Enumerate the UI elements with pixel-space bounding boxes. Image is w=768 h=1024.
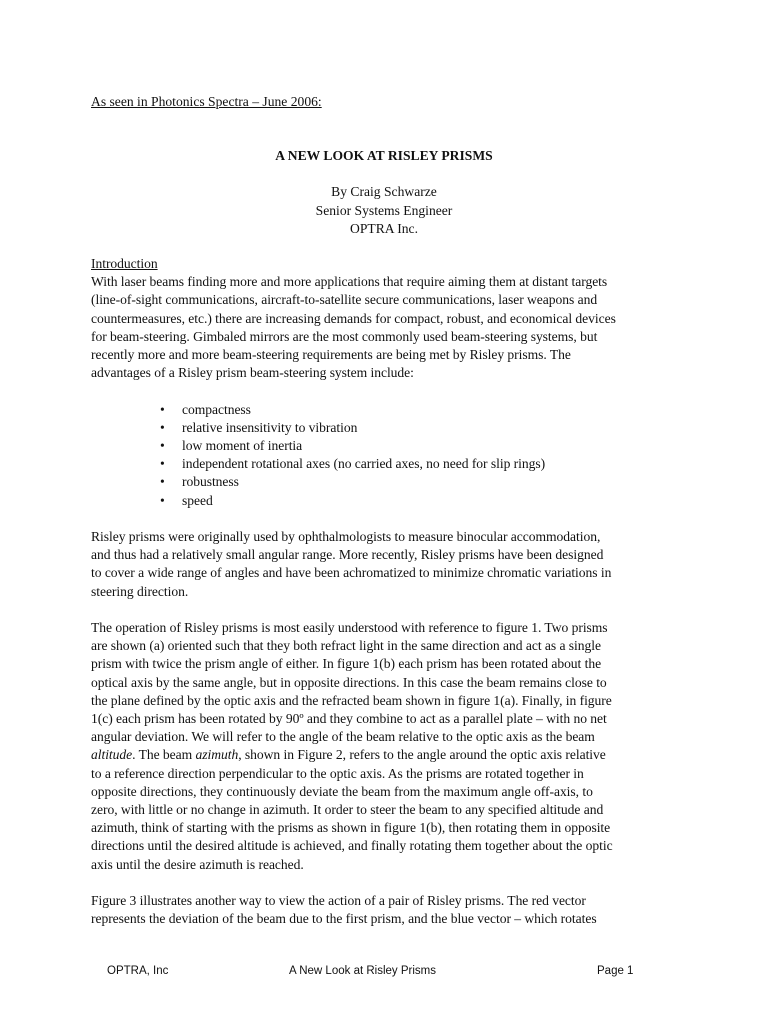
paragraph-intro bbox=[91, 273, 691, 382]
paragraph-history bbox=[91, 528, 691, 601]
bullet-icon: • bbox=[160, 401, 165, 417]
list-item bbox=[160, 492, 691, 510]
list-item bbox=[160, 419, 691, 437]
term-altitude: altitude bbox=[91, 747, 133, 763]
text-line: Risley prisms were originally used by ophthalmologists to measure binocular accommodation, bbox=[91, 529, 601, 545]
list-item-text: relative insensitivity to vibration bbox=[182, 419, 358, 435]
term-azimuth: azimuth bbox=[195, 747, 239, 763]
list-item bbox=[160, 401, 691, 419]
text-fragment: . The beam bbox=[132, 747, 196, 763]
text-line: to cover a wide range of angles and have been achromatized to minimize chromatic variations in bbox=[91, 565, 612, 581]
article-body bbox=[91, 255, 691, 928]
text-line: The operation of Risley prisms is most easily understood with reference to figure 1. Two prisms bbox=[91, 620, 608, 636]
text-line: are shown (a) oriented such that they both refract light in the same direction and act as a single bbox=[91, 638, 601, 654]
text-line: angular deviation. We will refer to the angle of the beam relative to the optic axis as the beam bbox=[91, 729, 595, 745]
text-line: (line-of-sight communications, aircraft-to-satellite secure communications, laser weapons and bbox=[91, 292, 598, 308]
text-fragment: , shown in Figure 2, refers to the angle around the optic axis relative bbox=[238, 747, 606, 763]
text-line: Figure 3 illustrates another way to view the action of a pair of Risley prisms. The red vector bbox=[91, 893, 586, 908]
paragraph-gap bbox=[91, 601, 691, 619]
text-line: steering direction. bbox=[91, 583, 189, 599]
author-company: OPTRA Inc. bbox=[350, 221, 418, 236]
text-line: azimuth, think of starting with the prisms as shown in figure 1(b), then rotating them in opposite bbox=[91, 820, 611, 836]
text-line: 1(c) each prism has been rotated by 90º and they combine to act as a parallel plate – with no net bbox=[91, 711, 607, 727]
text-line: prism with twice the prism angle of either. In figure 1(b) each prism has been rotated about the bbox=[91, 656, 602, 672]
paragraph-gap bbox=[91, 874, 691, 892]
text-line: optical axis by the same angle, but in opposite directions. In this case the beam remains close to bbox=[91, 674, 607, 690]
author-role: Senior Systems Engineer bbox=[315, 202, 453, 218]
paragraph-figure3 bbox=[91, 892, 691, 928]
text-line bbox=[91, 746, 691, 764]
text-line: axis until the desire azimuth is reached. bbox=[91, 856, 304, 872]
bullet-icon: • bbox=[160, 437, 165, 453]
text-line: zero, with little or no change in azimuth. It order to steer the beam to any specified altitude and bbox=[91, 801, 604, 817]
text-line: With laser beams finding more and more applications that require aiming them at distant targets bbox=[91, 274, 608, 290]
bullet-icon: • bbox=[160, 492, 165, 508]
text-line: advantages of a Risley prism beam-steering system include: bbox=[91, 365, 414, 381]
section-heading-introduction: Introduction bbox=[91, 256, 158, 271]
author-name: By Craig Schwarze bbox=[331, 184, 437, 199]
advantages-list bbox=[91, 401, 691, 510]
list-item-text: compactness bbox=[182, 401, 251, 417]
paragraph-gap bbox=[91, 510, 691, 528]
bullet-icon: • bbox=[160, 474, 165, 490]
publication-note: As seen in Photonics Spectra – June 2006: bbox=[91, 94, 322, 109]
footer-title: A New Look at Risley Prisms bbox=[289, 965, 436, 977]
paragraph-operation bbox=[91, 619, 691, 874]
bullet-icon: • bbox=[160, 456, 165, 472]
text-line: to a reference direction perpendicular to the optic axis. As the prisms are rotated together in bbox=[91, 765, 584, 781]
paragraph-gap bbox=[91, 382, 691, 400]
text-line: and thus had a relatively small angular range. More recently, Risley prisms have been designed bbox=[91, 547, 604, 563]
byline bbox=[0, 183, 768, 239]
text-line: opposite directions, they continuously deviate the beam from the maximum angle off-axis, to bbox=[91, 783, 593, 799]
footer-page-number: Page 1 bbox=[597, 965, 634, 977]
text-line: directions until the desired altitude is achieved, and finally rotating them together about the optic bbox=[91, 838, 613, 854]
footer-company: OPTRA, Inc bbox=[107, 965, 169, 977]
list-item-text: independent rotational axes (no carried axes, no need for slip rings) bbox=[182, 456, 546, 472]
bullet-icon: • bbox=[160, 419, 165, 435]
text-line: countermeasures, etc.) there are increasing demands for compact, robust, and economical devices bbox=[91, 310, 616, 326]
text-line: the plane defined by the optic axis and the refracted beam shown in figure 1(a). Finally, in figure bbox=[91, 692, 612, 708]
list-item-text: speed bbox=[182, 492, 213, 508]
text-line: for beam-steering. Gimbaled mirrors are the most commonly used beam-steering systems, but bbox=[91, 328, 598, 344]
text-line: represents the deviation of the beam due to the first prism, and the blue vector – which rotates bbox=[91, 911, 597, 927]
text-line: recently more and more beam-steering requirements are being met by Risley prisms. The bbox=[91, 346, 571, 362]
list-item-text: robustness bbox=[182, 474, 239, 490]
list-item bbox=[160, 473, 691, 491]
list-item bbox=[160, 437, 691, 455]
list-item-text: low moment of inertia bbox=[182, 437, 303, 453]
list-item bbox=[160, 455, 691, 473]
article-title: A NEW LOOK AT RISLEY PRISMS bbox=[275, 148, 493, 163]
